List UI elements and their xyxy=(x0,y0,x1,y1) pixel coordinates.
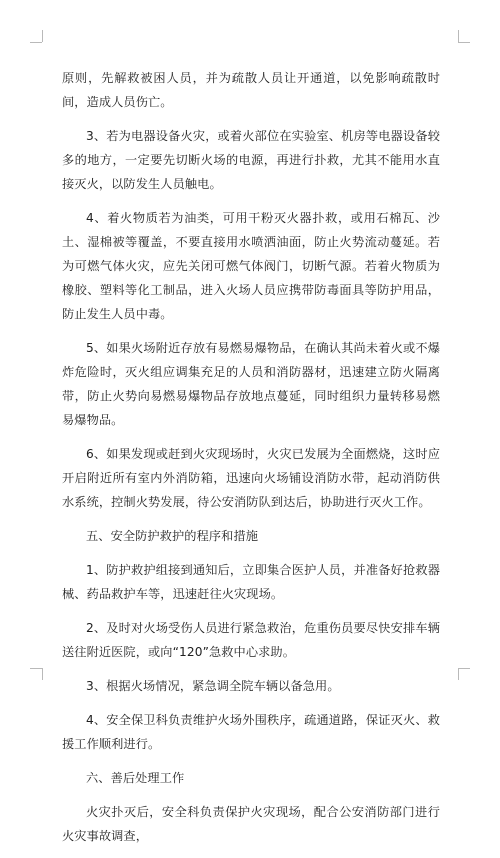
paragraph: 2、及时对火场受伤人员进行紧急救治，危重伤员要尽快安排车辆送往附近医院，或向“120”急救中心求助。 xyxy=(62,621,440,659)
section-heading: 五、安全防护救护的程序和措施 xyxy=(86,529,259,543)
crop-mark-top-right-v xyxy=(458,30,459,42)
paragraph: 火灾扑灭后，安全科负责保护火灾现场，配合公安消防部门进行火灾事故调查， xyxy=(62,805,440,843)
paragraph: 5、如果火场附近存放有易燃易爆物品，在确认其尚未着火或不爆炸危险时，灭火组应调集充足的人员和消防器材，迅速建立防火隔离带，防止火势向易燃易爆物品存放地点蔓延，同时组织力量转移易燃易爆物品。 xyxy=(62,341,440,427)
paragraph: 6、如果发现或赶到火灾现场时，火灾已发展为全面燃烧，这时应开启附近所有室内外消防箱，迅速向火场铺设消防水带，起动消防供水系统，控制火势发展，待公安消防队到达后，协助进行灭火工作。 xyxy=(62,447,440,509)
section-heading: 六、善后处理工作 xyxy=(86,771,185,785)
paragraph: 4、着火物质若为油类，可用干粉灭火器扑救，或用石棉瓦、沙土、湿棉被等覆盖，不要直接用水喷洒油面，防止火势流动蔓延。若为可燃气体火灾，应先关闭可燃气体阀门，切断气源。若着火物质为橡胶、塑料等化工制品，进入火场人员应携带防毒面具等防护用品，防止发生人员中毒。 xyxy=(62,211,440,321)
paragraph: 3、若为电器设备火灾，或着火部位在实验室、机房等电器设备较多的地方，一定要先切断火场的电源，再进行扑救，尤其不能用水直接灭火，以防发生人员触电。 xyxy=(62,129,440,191)
document-body xyxy=(62,66,440,858)
paragraph: 3、根据火场情况，紧急调全院车辆以备急用。 xyxy=(86,679,340,693)
crop-mark-top-left-h xyxy=(30,42,42,43)
crop-mark-top-left-v xyxy=(42,30,43,42)
paragraph: 1、防护救护组接到通知后，立即集合医护人员，并准备好抢救器械、药品救护车等，迅速赶往火灾现场。 xyxy=(62,563,440,601)
crop-mark-bottom-left-h xyxy=(30,668,42,669)
paragraph: 4、安全保卫科负责维护火场外围秩序，疏通道路，保证灭火、救援工作顺利进行。 xyxy=(62,713,440,751)
crop-mark-bottom-right-h xyxy=(458,668,470,669)
crop-mark-top-right-h xyxy=(458,42,470,43)
paragraph: 原则，先解救被困人员，并为疏散人员让开通道，以免影响疏散时间，造成人员伤亡。 xyxy=(62,71,440,109)
crop-mark-bottom-right-v xyxy=(458,668,459,680)
crop-mark-bottom-left-v xyxy=(42,668,43,680)
